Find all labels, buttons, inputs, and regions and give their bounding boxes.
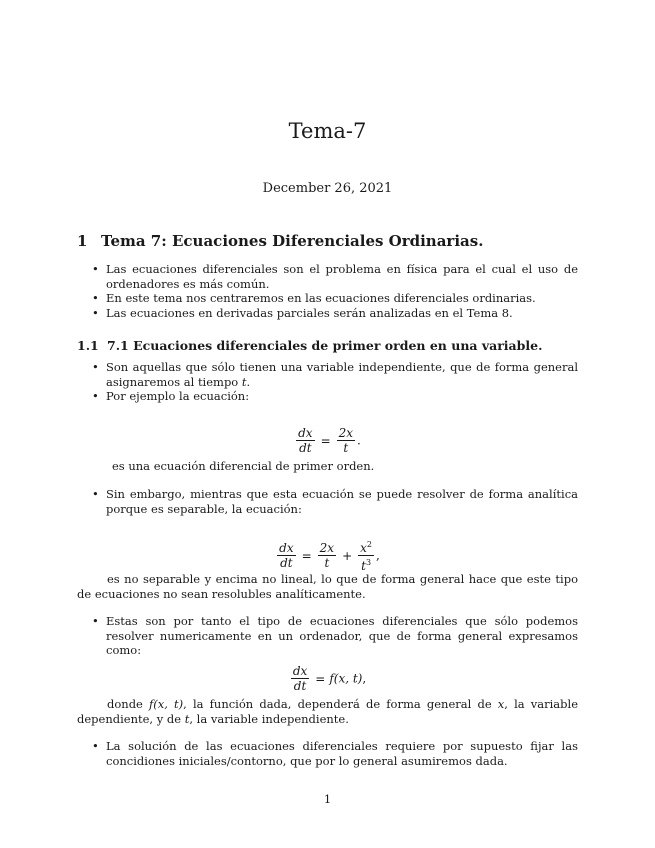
fraction-dx-dt: [291, 664, 309, 693]
exponent: 2: [366, 540, 373, 549]
base-x: x: [360, 541, 367, 555]
exponent: 3: [365, 558, 372, 567]
text-part: donde: [107, 697, 143, 711]
fraction-dx-dt: [296, 426, 314, 455]
text-after-eq1: es una ecuación diferencial de primer orden.: [112, 459, 375, 473]
equation-punct: .: [357, 433, 361, 448]
document-date: December 26, 2021: [262, 181, 393, 196]
text-part: , la variable dependiente, y de: [77, 697, 579, 726]
document-title: Tema-7: [288, 119, 367, 143]
equation-1: [0, 426, 655, 455]
fraction-x2-t3: [358, 538, 374, 573]
equation-2: [0, 538, 655, 573]
fraction-2x-t: [318, 541, 336, 570]
equals-sign: =: [301, 548, 312, 563]
equation-punct: ,: [362, 671, 367, 686]
subsection-list-d: [92, 739, 578, 768]
function-f-inline: f(x, t): [149, 697, 184, 711]
subsection-list-c: [92, 614, 578, 658]
text-part: , la variable independiente.: [189, 711, 349, 726]
numerator: dx: [279, 541, 294, 555]
list-item: • Sin embargo, mientras que esta ecuación se puede resolver de forma analítica porque es separable, la ecuación:: [92, 487, 578, 516]
function-f: f(x, t): [329, 671, 363, 686]
subsection-number: 1.1: [77, 338, 99, 353]
fraction-2x-t: [337, 426, 355, 455]
plus-sign: +: [342, 548, 353, 563]
numerator: 2x: [338, 426, 354, 440]
variable-t: t: [241, 374, 247, 389]
equals-sign: =: [320, 433, 331, 448]
subsection-heading: [77, 338, 542, 353]
text-part: , la función dada, dependerá de forma general de: [183, 697, 492, 711]
numerator: [358, 538, 374, 556]
subsection-list-b: [92, 487, 578, 516]
denominator: dt: [280, 556, 293, 570]
denominator: t: [324, 556, 330, 570]
list-item: • Por ejemplo la ecuación:: [92, 389, 578, 404]
equation-3: [0, 664, 655, 693]
variable-t: t: [184, 711, 190, 726]
equation-punct: ,: [376, 548, 380, 563]
list-item: • La solución de las ecuaciones diferenciales requiere por supuesto fijar las concidiones iniciales/contorno, que por lo general asumiremos dada.: [92, 739, 578, 768]
list-item: • Las ecuaciones en derivadas parciales serán analizadas en el Tema 8.: [92, 306, 578, 321]
numerator: dx: [298, 426, 313, 440]
equals-sign: =: [315, 671, 326, 686]
base-t: t: [361, 559, 366, 573]
section-number: 1: [77, 232, 88, 250]
list-item: • En este tema nos centraremos en las ecuaciones diferenciales ordinarias.: [92, 291, 578, 306]
item-end: .: [246, 374, 251, 389]
denominator: t: [343, 441, 349, 455]
list-item: • Estas son por tanto el tipo de ecuaciones diferenciales que sólo podemos resolver numericamente en un ordenador, que de forma general expresamos como:: [92, 614, 578, 658]
denominator: [358, 556, 374, 573]
denominator: dt: [299, 441, 312, 455]
variable-x: x: [497, 697, 505, 711]
fraction-dx-dt: [277, 541, 295, 570]
item-text: Son aquellas que sólo tienen una variable independiente, que de forma general asignaremos al tiempo: [106, 360, 578, 389]
section-title: Tema 7: Ecuaciones Diferenciales Ordinarias.: [101, 232, 484, 250]
text-after-eq2: es no separable y encima no lineal, lo que de forma general hace que este tipo de ecuaciones no sean resolubles analíticamente.: [77, 572, 578, 601]
subsection-list-a: [92, 360, 578, 404]
page-number: 1: [323, 792, 332, 806]
section-heading: [77, 232, 483, 250]
subsection-title: 7.1 Ecuaciones diferenciales de primer orden en una variable.: [107, 338, 543, 353]
section-intro-list: [92, 262, 578, 320]
numerator: dx: [292, 664, 308, 678]
numerator: 2x: [319, 541, 335, 555]
list-item: • Las ecuaciones diferenciales son el problema en física para el cual el uso de ordenadores es más común.: [92, 262, 578, 291]
denominator: dt: [293, 679, 307, 693]
text-after-eq3: [77, 697, 578, 726]
list-item: [92, 360, 578, 389]
